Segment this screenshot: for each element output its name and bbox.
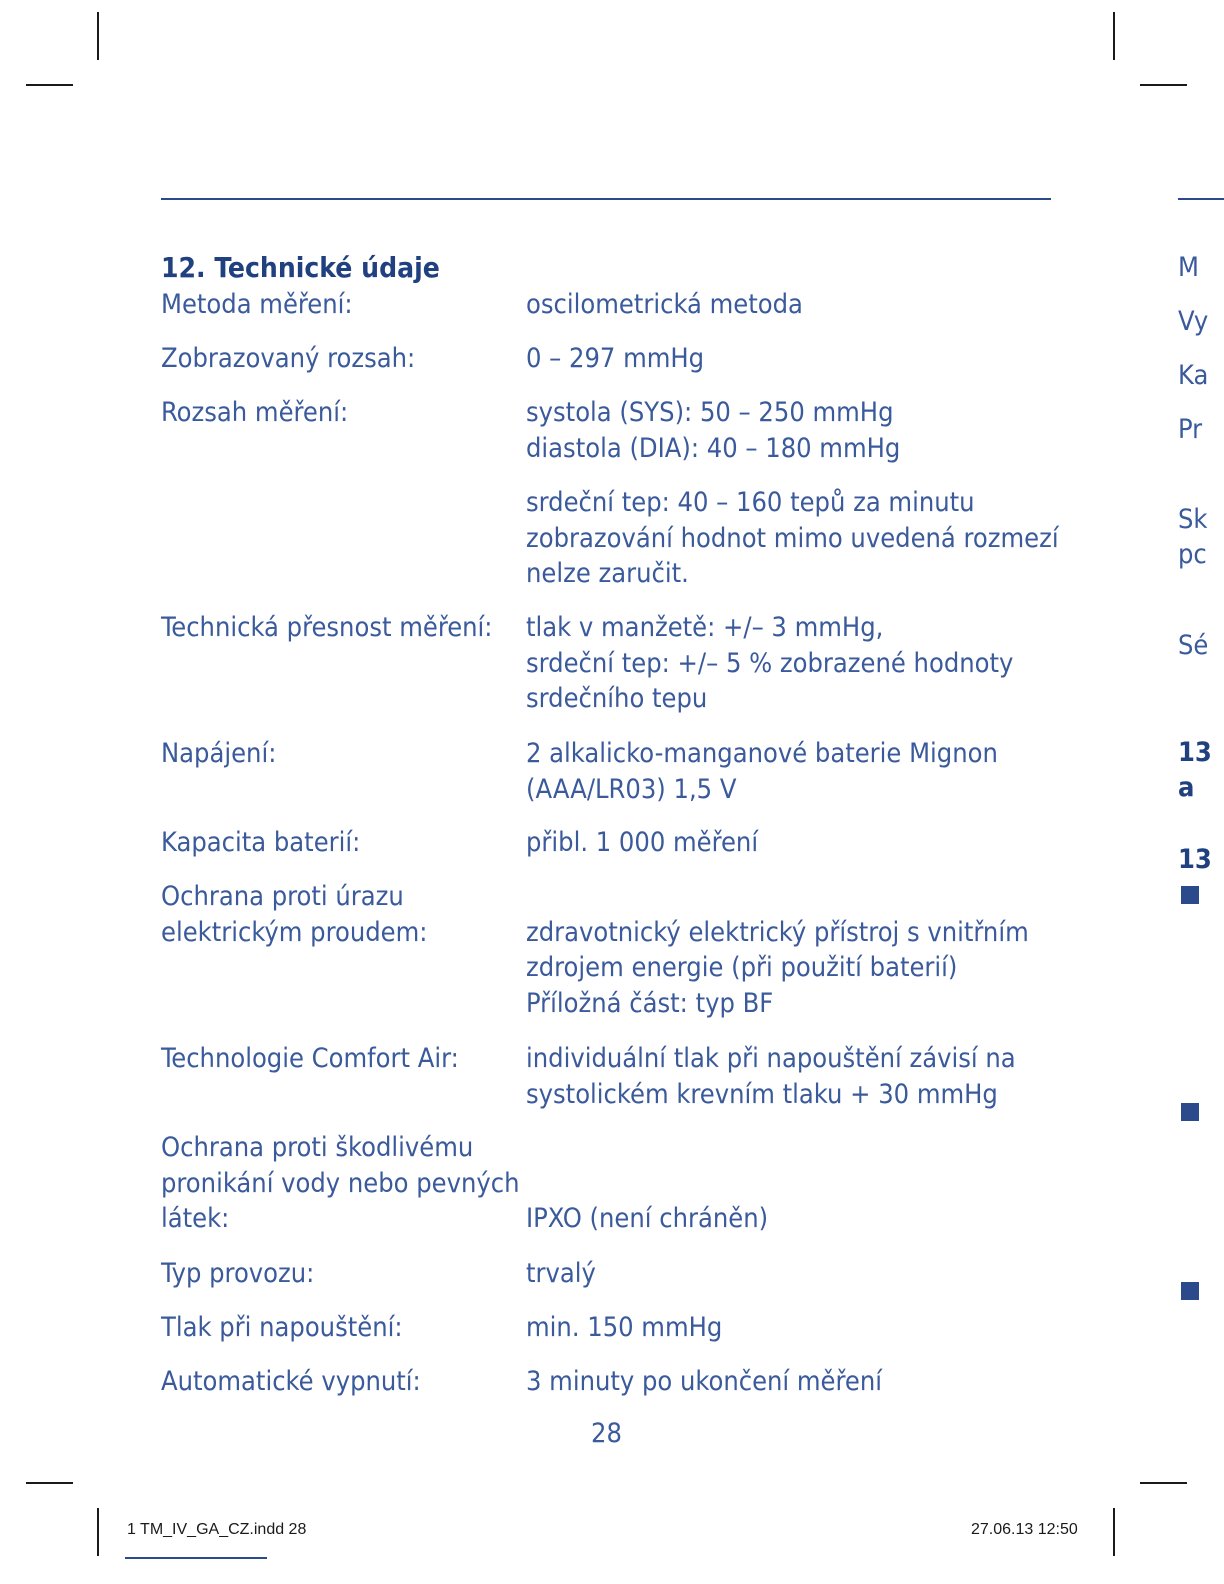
spec-value-line: trvalý	[526, 1258, 596, 1289]
spec-label	[161, 1130, 521, 1237]
spec-value	[526, 825, 1056, 861]
spec-value	[526, 610, 1056, 717]
spec-value	[526, 1364, 1056, 1400]
spec-label-line: Kapacita baterií:	[161, 827, 361, 858]
spec-label	[161, 879, 521, 950]
page-number: 28	[591, 1418, 622, 1449]
spec-value-line: oscilometrická metoda	[526, 289, 803, 320]
spec-value-line: zdrojem energie (při použití baterií)	[526, 952, 958, 983]
spec-value-line: systolickém krevním tlaku + 30 mmHg	[526, 1078, 998, 1110]
spec-label-line: Tlak při napouštění:	[161, 1312, 403, 1343]
spec-value	[526, 879, 1056, 1021]
bullet-square-icon	[1181, 1282, 1199, 1300]
next-page-bold-fragment: 13	[1178, 844, 1212, 875]
next-page-fragment: Ka	[1178, 360, 1209, 391]
crop-mark-bottom-right-horizontal	[1140, 1482, 1187, 1484]
spec-label-line: elektrickým proudem:	[161, 916, 428, 948]
spec-value-line: 3 minuty po ukončení měření	[526, 1366, 882, 1397]
section-heading: 12. Technické údaje	[161, 251, 440, 284]
spec-value	[526, 1041, 1056, 1112]
spec-value-line: (AAA/LR03) 1,5 V	[526, 773, 737, 805]
spec-value-line: srdečního tepu	[526, 683, 708, 714]
spec-value	[526, 736, 1056, 807]
spec-value	[526, 1130, 1056, 1237]
next-page-fragment: Sé	[1178, 630, 1209, 661]
footer-date: 27.06.13 12:50	[971, 1521, 1078, 1538]
spec-label	[161, 287, 521, 323]
spec-label-line: Ochrana proti úrazu	[161, 881, 404, 912]
spec-label-line: pronikání vody nebo pevných	[161, 1167, 520, 1199]
header-rule	[161, 198, 1051, 200]
spec-label	[161, 1041, 521, 1077]
spec-value-line: zdravotnický elektrický přístroj s vnitřním	[526, 916, 1029, 948]
spec-label-line: Typ provozu:	[161, 1258, 315, 1289]
spec-label	[161, 1364, 521, 1400]
spec-value-line: Příložná část: typ BF	[526, 987, 774, 1019]
spec-label-line: Metoda měření:	[161, 289, 353, 320]
next-page-fragment: Pr	[1178, 414, 1203, 445]
spec-label-line: Napájení:	[161, 738, 277, 769]
crop-mark-top-left-vertical	[97, 12, 99, 60]
spec-value	[526, 287, 1056, 323]
spec-value-line	[526, 1130, 1056, 1166]
spec-label	[161, 1256, 521, 1292]
spec-value	[526, 341, 1056, 377]
next-page-fragment: pc	[1178, 539, 1207, 570]
spec-label-line: Rozsah měření:	[161, 397, 349, 428]
spec-label	[161, 341, 521, 377]
spec-value	[526, 1310, 1056, 1346]
next-page-bold-fragment: a	[1178, 772, 1195, 803]
next-page-fragment: M	[1178, 252, 1199, 283]
spec-value	[526, 395, 1056, 466]
crop-mark-top-right-horizontal	[1140, 84, 1187, 86]
crop-mark-bottom-right-vertical	[1113, 1508, 1115, 1556]
spec-label-line: látek:	[161, 1203, 230, 1234]
spec-value	[526, 485, 1059, 592]
footer-rule	[125, 1557, 267, 1559]
spec-value-line: srdeční tep: 40 – 160 tepů za minutu	[526, 487, 975, 518]
next-page-header-rule	[1178, 198, 1224, 200]
spec-value-line: diastola (DIA): 40 – 180 mmHg	[526, 432, 901, 464]
spec-value-line: IPXO (není chráněn)	[526, 1203, 769, 1234]
spec-label-line: Technologie Comfort Air:	[161, 1043, 459, 1074]
spec-label	[161, 610, 521, 646]
bullet-square-icon	[1181, 1103, 1199, 1121]
next-page-fragment: Sk	[1178, 504, 1208, 535]
spec-label	[161, 736, 521, 772]
spec-value-line: přibl. 1 000 měření	[526, 827, 759, 858]
spec-label-line: Zobrazovaný rozsah:	[161, 343, 416, 374]
spec-value	[526, 1256, 1056, 1292]
crop-mark-bottom-left-vertical	[97, 1508, 99, 1556]
footer-file-info: 1 TM_IV_GA_CZ.indd 28	[127, 1521, 307, 1538]
spec-label-line: Ochrana proti škodlivému	[161, 1132, 474, 1163]
spec-label	[161, 825, 521, 861]
spec-value-line: min. 150 mmHg	[526, 1312, 723, 1343]
spec-value-line: srdeční tep: +/– 5 % zobrazené hodnoty	[526, 647, 1014, 679]
spec-label-line: Technická přesnost měření:	[161, 612, 493, 643]
spec-value-line	[526, 879, 1056, 915]
crop-mark-bottom-left-horizontal	[26, 1482, 73, 1484]
next-page-bold-fragment: 13	[1178, 737, 1212, 768]
spec-value-line: 0 – 297 mmHg	[526, 343, 705, 374]
spec-value-line: systola (SYS): 50 – 250 mmHg	[526, 397, 894, 428]
spec-value-line: 2 alkalicko-manganové baterie Mignon	[526, 738, 998, 769]
crop-mark-top-right-vertical	[1113, 12, 1115, 60]
spec-value-line: individuální tlak při napouštění závisí na	[526, 1043, 1016, 1074]
crop-mark-top-left-horizontal	[26, 84, 73, 86]
spec-value-line	[526, 1166, 1056, 1202]
spec-value-line: nelze zaručit.	[526, 558, 689, 589]
spec-value-line: zobrazování hodnot mimo uvedená rozmezí	[526, 522, 1059, 554]
spec-value-line: tlak v manžetě: +/– 3 mmHg,	[526, 612, 884, 643]
spec-label	[161, 395, 521, 431]
spec-label-line: Automatické vypnutí:	[161, 1366, 421, 1397]
bullet-square-icon	[1181, 886, 1199, 904]
spec-label	[161, 1310, 521, 1346]
next-page-fragment: Vy	[1178, 306, 1209, 337]
